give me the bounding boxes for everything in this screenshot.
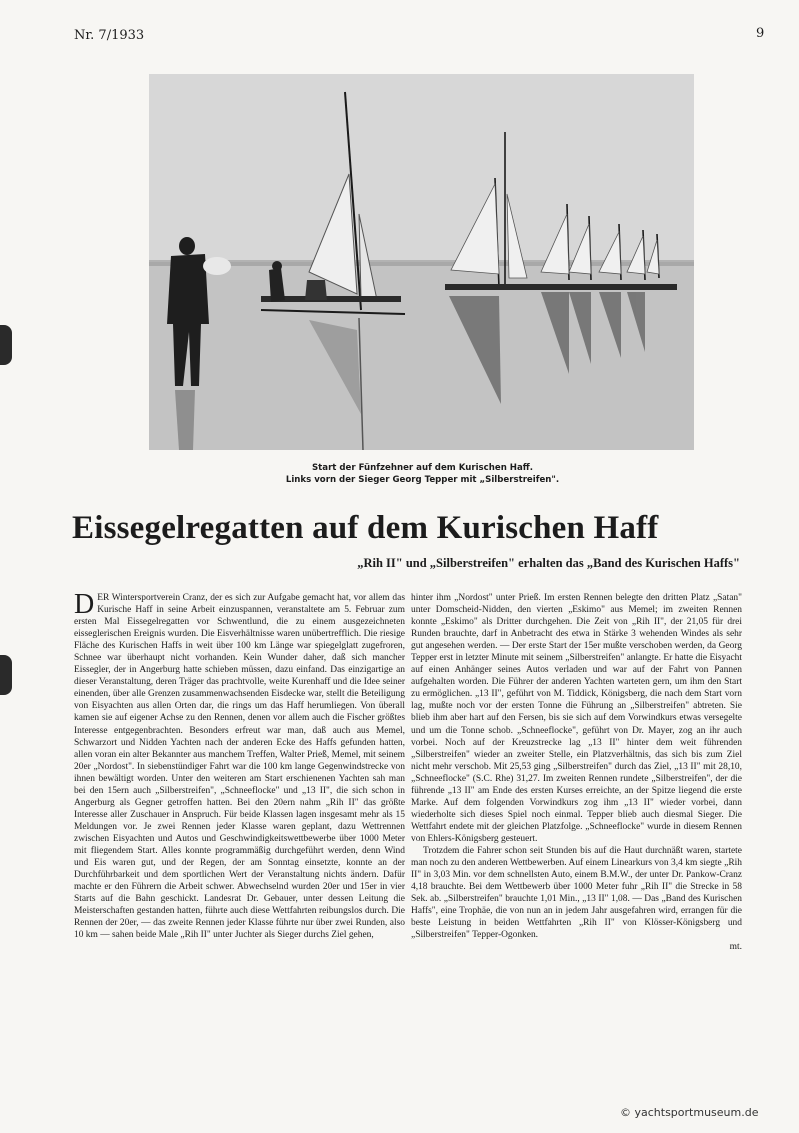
author-signature: mt. [729,942,742,953]
article-paragraph: hinter ihm „Nordost" unter Prieß. Im ersten Rennen belegte den dritten Platz „Satan" unter Domscheid-Nidden, den vierten „Eskimo" aus Memel; im zweiten Rennen konnte „Eskimo" als Dritter durchgehen. Die Zeit von „Rih II", der 21,05 für drei Runden brauchte, darf in Anbetracht des etwa in Stärke 3 wehenden Windes als sehr gut angesehen werden. — Der erste Start der 15er mußte verschoben werden, da Georg Tepper erst in letzter Minute mit seinem „Silberstreifen" anlangte. Er hatte die Eisyacht auf einen Anhänger seines Autos verladen und war auf der Fahrt von Pannen aufgehalten worden. Die Führer der anderen Yachten warteten gern, um ihm den Start zu ermöglichen. „13 II", geführt von M. Tiddick, Königsberg, die nach dem Start vorn lag, mußte noch vor der ersten Tonne die Führung an „Silberstreifen" abtreten. Sie blieb ihm aber hart auf den Fersen, bis sie sich auf dem Vorwindkurs etwas versegelte und um die Tonne schob. „Schneeflocke", geführt von Dr. Mayer, zog an ihr auch vorbei. Noch auf der Kreuzstrecke lag „13 II" hinter dem weit führenden „Silberstreifen" wieder an zweiter Stelle, ein Platzverhältnis, das sich bis zum Ziel nicht mehr verschob. Mit 25,53 ging „Silberstreifen" durch das Ziel, „13 II" mit 28,10, „Schneeflocke" (S.C. Rhe) 31,27. Im zweiten Rennen rundete „Silberstreifen", der die führende „13 II" am Ende des ersten Kurses erreichte, an der Spitze liegend die erste Marke. Auf dem folgenden Vorwindkurs zog ihm „13 II" wieder vorbei, dann wiederholte sich dieses Spiel noch einmal. Tepper blieb auch diesmal Sieger. Die Wettfahrt endete mit der gleichen Platzfolge. „Schneeflocke" wurde in diesem Rennen von Ehlers-Königsberg gesteuert. [411,593,742,844]
drop-cap: D [74,589,95,620]
article-paragraph [74,589,405,941]
article-subhead: „Rih II" und „Silberstreifen" erhalten das „Band des Kurischen Haffs" [357,556,740,570]
caption-line-1: Start der Fünfzehner auf dem Kurischen Haff. [311,463,534,473]
page-number: 9 [756,26,765,41]
watermark: © yachtsportmuseum.de [620,1106,759,1119]
punch-hole-mark [0,655,12,695]
article-paragraph: Trotzdem die Fahrer schon seit Stunden bis auf die Haut durchnäßt waren, startete man noch zu den anderen Wettbewerben. Auf einem Linearkurs von 3,4 km siegte „Rih II" in 3,03 Min. vor dem schnellsten Auto, einem B.M.W., der unter Dr. Pankow-Cranz 4,18 brauchte. Bei dem Wettbewerb über 1000 Meter fuhr „Rih II" die Strecke in 58 Sek. ab. „Silberstreifen" brauchte 1,01 Min., „13 II" 1,08. — Das „Band des Kurischen Haffs", eine Trophäe, die von nun an in jedem Jahr ausgefahren wird, errangen für die beste Leistung in beiden Wettfahrten „Rih II" von Klösser-Königsberg und „Silberstreifen" Tepper-Ogonken. [411,845,742,941]
article-headline: Eissegelregatten auf dem Kurischen Haff [72,510,659,546]
issue-number: Nr. 7/1933 [74,28,145,43]
article-column-right [411,592,742,1092]
caption-line-2: Links vorn der Sieger Georg Tepper mit „Silberstreifen". [285,475,560,485]
photo-caption [150,462,695,486]
article-column-left [74,589,405,1092]
ice-yacht-photo-drawing [149,74,694,450]
punch-hole-mark [0,325,12,365]
ice-yacht-photo [149,74,694,450]
paragraph-text: ER Wintersportverein Cranz, der es sich zur Aufgabe gemacht hat, vor allem das Kurische Haff in seine Arbeit einzuspannen, veranstaltete am 5. Februar zum ersten Mal Eissegelregatten vor Schwentlund, die zu einem ausgezeichneten eisseglerischen Ereignis wurden. Die Eisverhältnisse waren unübertrefflich. Die riesige Fläche des Kurischen Haffs in weit über 100 km Länge war spiegelglatt zugefroren, Schnee war überhaupt nicht vorhanden. Kein Wunder daher, daß sich mancher Eissegler, der in Angerburg hatte schieben müssen, dazu einfand. Das einzigartige an dieser Veranstaltung, deren Träger das prachtvolle, weite Kurenhaff und die Idee seiner einenden, über alle Grenzen zusammenwachsenden Eisdecke war, stellt die Beteiligung von Eisyachten aus allen Orten dar, die rings um das Haff herumliegen. Von überall kamen sie auf eigener Achse zu den Rennen, denen vor allem auch die Fischer größtes Interesse entgegenbrachten. Besonders erfreut war man, daß auch aus Memel, Schwarzort und Nidden Yachten nach der anderen Ecke des Haffs gefunden hatten, allen voran ein alter Bekannter aus manchem Treffen, Walter Prieß, Memel, mit seinem 20er „Nordost". In siebenstündiger Fahrt war die 100 km lange Gegenwindstrecke von ihnen bewältigt worden. Unter den weiteren am Start erschienenen Yachten sah man bei den 15ern auch „Silberstreifen", „Schneeflocke" und „13 II", die sich schon in Angerburg als Gegner getroffen hatten. Bei den 20ern nahm „Rih II" das größte Interesse aller Zuschauer in Anspruch. Für beide Klassen lagen insgesamt mehr als 15 Meldungen vor. Je zwei Rennen jeder Klasse waren geplant, dazu Wettrennen zwischen Eisyachten und Autos und Geschwindigkeitswettbewerbe über 1000 Meter mit fliegendem Start. Alles konnte programmäßig durchgeführt werden, denn Wind und Eis waren gut, und der Regen, der am Sonntag einsetzte, konnte an der Durchführbarkeit und dem sportlichen Wert der Veranstaltung nichts ändern. Dafür machte er den Führern die Arbeit schwer. Abwechselnd wurden 20er und 15er in vier Starts auf die Bahn geschickt. Landesrat Dr. Gebauer, unter dessen Leitung die Meisterschaften gestanden hatten, führte auch diese Wettfahrten reibungslos durch. Die Rennen der 20er, — das zweite Rennen jeder Klasse führte nur über zwei Runden, also 10 km — sahen beide Male „Rih II" unter Juchter als Sieger durchs Ziel gehen, [74,593,405,941]
